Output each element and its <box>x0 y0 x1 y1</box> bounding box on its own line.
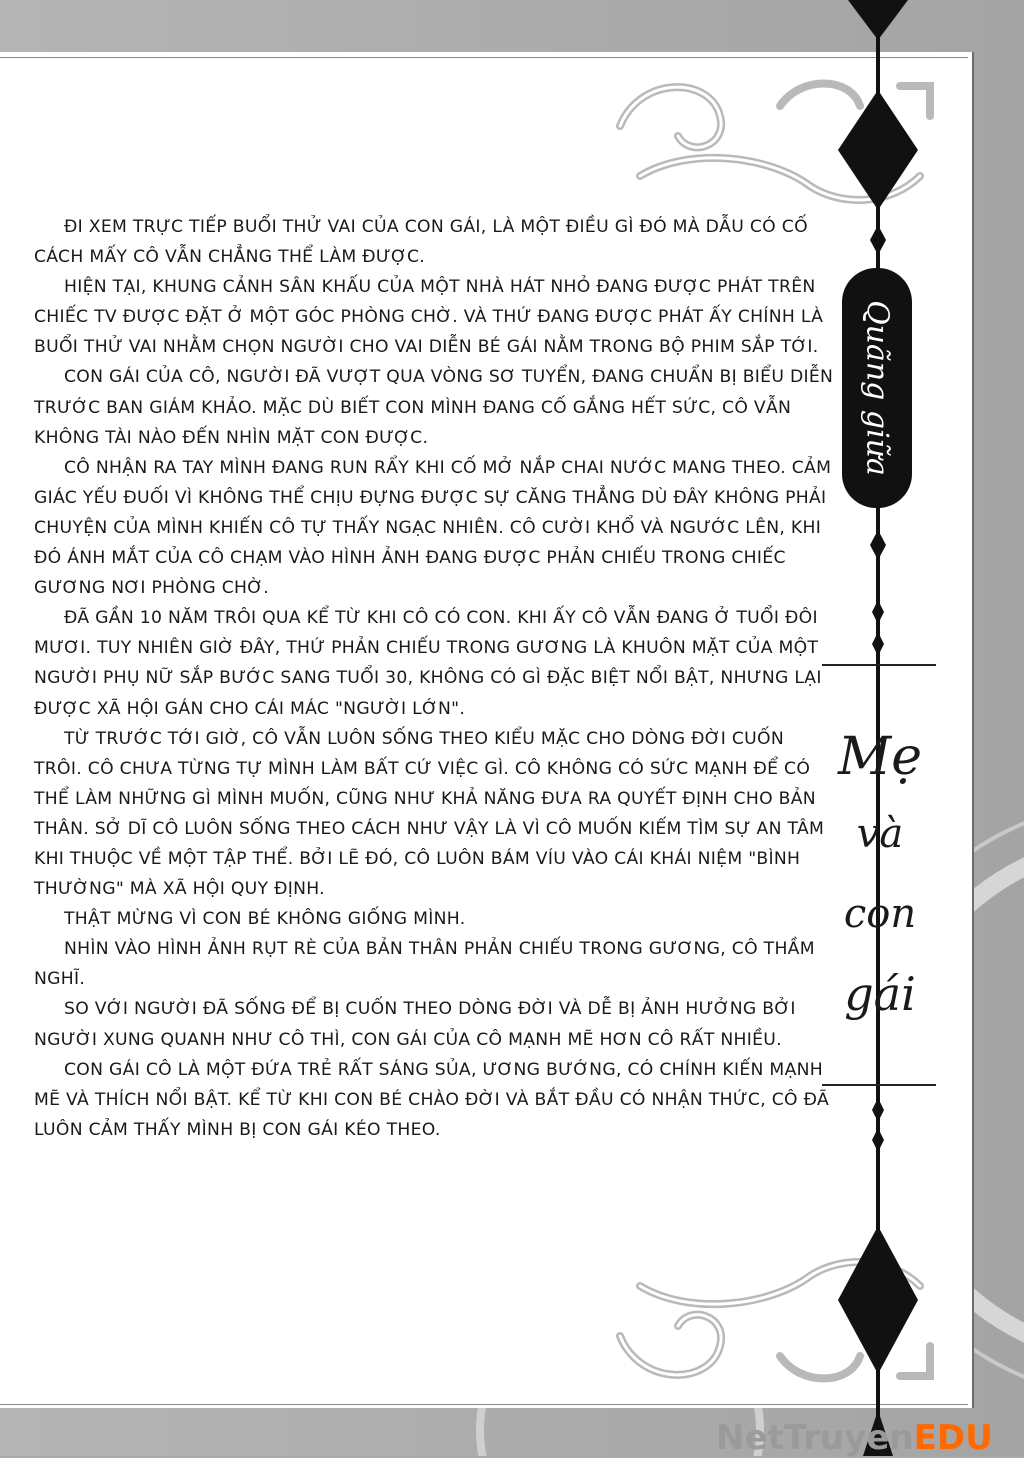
paragraph: CON GÁI CỦA CÔ, NGƯỜI ĐÃ VƯỢT QUA VÒNG SƠ TUYỂN, ĐANG CHUẨN BỊ BIỂU DIỄN TRƯỚC BAN GIÁM KHẢO. MẶC DÙ BIẾT CON MÌNH ĐANG CỐ GẮNG HẾT SỨC, CÔ VẪN KHÔNG TÀI NÀO ĐẾN NHÌN MẶT CON ĐƯỢC. <box>34 367 834 448</box>
paragraph: CÔ NHẬN RA TAY MÌNH ĐANG RUN RẨY KHI CỐ MỞ NẮP CHAI NƯỚC MANG THEO. CẢM GIÁC YẾU ĐUỐI VÌ KHÔNG THỂ CHỊU ĐỰNG ĐƯỢC SỰ CĂNG THẲNG DÙ ĐÂY KHÔNG PHẢI CHUYỆN CỦA MÌNH KHIẾN CÔ TỰ THẤY NGẠC NHIÊN. CÔ CƯỜI KHỔ VÀ NGƯỚC LÊN, KHI ĐÓ ÁNH MẮT CỦA CÔ CHẠM VÀO HÌNH ẢNH ĐANG ĐƯỢC PHẢN CHIẾU TRONG CHIẾC GƯƠNG NƠI PHÒNG CHỜ. <box>34 457 832 599</box>
paragraph: ĐI XEM TRỰC TIẾP BUỔI THỬ VAI CỦA CON GÁI, LÀ MỘT ĐIỀU GÌ ĐÓ MÀ DẪU CÓ CỐ CÁCH MẤY CÔ VẪN CHẲNG THỂ LÀM ĐƯỢC. <box>34 217 808 268</box>
paragraph: TỪ TRƯỚC TỚI GIỜ, CÔ VẪN LUÔN SỐNG THEO KIỂU MẶC CHO DÒNG ĐỜI CUỐN TRÔI. CÔ CHƯA TỪNG TỰ MÌNH LÀM BẤT CỨ VIỆC GÌ. CÔ KHÔNG CÓ SỨC MẠNH ĐỂ CÓ THỂ LÀM NHỮNG GÌ MÌNH MUỐN, CŨNG NHƯ KHẢ NĂNG ĐƯA RA QUYẾT ĐỊNH CHO BẢN THÂN. SỞ DĨ CÔ LUÔN SỐNG THEO CÁCH NHƯ VẬY LÀ VÌ CÔ MUỐN KIẾM TÌM SỰ AN TÂM KHI THUỘC VỀ MỘT TẬP THỂ. BỞI LẼ ĐÓ, CÔ LUÔN BÁM VÍU VÀO CÁI KHÁI NIỆM "BÌNH THƯỜNG" MÀ XÃ HỘI QUY ĐỊNH. <box>34 728 825 900</box>
title-bottom-rule <box>822 1084 936 1086</box>
paragraph: SO VỚI NGƯỜI ĐÃ SỐNG ĐỂ BỊ CUỐN THEO DÒNG ĐỜI VÀ DỄ BỊ ẢNH HƯỞNG BỞI NGƯỜI XUNG QUANH NHƯ CÔ THÌ, CON GÁI CỦA CÔ MẠNH MẼ HƠN CÔ RẤT NHIỀU. <box>34 999 796 1050</box>
watermark-part1: NetTruyen <box>716 1418 914 1458</box>
title-word: Mẹ <box>837 727 923 787</box>
title-word: con <box>843 891 917 937</box>
title-word: và <box>856 811 904 857</box>
paragraph: NHÌN VÀO HÌNH ẢNH RỤT RÈ CỦA BẢN THÂN PHẢN CHIẾU TRONG GƯƠNG, CÔ THẦM NGHĨ. <box>34 939 815 990</box>
section-label <box>842 268 912 508</box>
paragraph: HIỆN TẠI, KHUNG CẢNH SÂN KHẤU CỦA MỘT NHÀ HÁT NHỎ ĐANG ĐƯỢC PHÁT TRÊN CHIẾC TV ĐƯỢC ĐẶT Ở MỘT GÓC PHÒNG CHỜ. VÀ THỨ ĐANG ĐƯỢC PHÁT ẤY CHÍNH LÀ BUỔI THỬ VAI NHẰM CHỌN NGƯỜI CHO VAI DIỄN BÉ GÁI NẰM TRONG BỘ PHIM SẮP TỚI. <box>34 277 824 358</box>
chapter-text <box>34 212 834 1145</box>
watermark-part2: EDU <box>913 1418 993 1458</box>
section-label-text: Quãng giữa <box>859 300 895 476</box>
paragraph: CON GÁI CÔ LÀ MỘT ĐỨA TRẺ RẤT SÁNG SỦA, ƯƠNG BƯỚNG, CÓ CHÍNH KIẾN MẠNH MẼ VÀ THÍCH NỔI BẬT. KỂ TỪ KHI CON BÉ CHÀO ĐỜI VÀ BẮT ĐẦU CÓ NHẬN THỨC, CÔ ĐÃ LUÔN CẢM THẤY MÌNH BỊ CON GÁI KÉO THEO. <box>34 1059 829 1140</box>
title-word: gái <box>844 967 916 1021</box>
site-watermark <box>716 1418 993 1458</box>
title-top-rule <box>822 664 936 666</box>
paragraph: THẬT MỪNG VÌ CON BÉ KHÔNG GIỐNG MÌNH. <box>64 909 466 930</box>
paragraph: ĐÃ GẦN 10 NĂM TRÔI QUA KỂ TỪ KHI CÔ CÓ CON. KHI ẤY CÔ VẪN ĐANG Ở TUỔI ĐÔI MƯƠI. TUY NHIÊN GIỜ ĐÂY, THỨ PHẢN CHIẾU TRONG GƯƠNG LÀ KHUÔN MẶT CỦA MỘT NGƯỜI PHỤ NỮ SẮP BƯỚC SANG TUỔI 30, KHÔNG CÓ GÌ ĐẶC BIỆT NỔI BẬT, NHƯNG LẠI ĐƯỢC XÃ HỘI GÁN CHO CÁI MÁC "NGƯỜI LỚN". <box>34 608 822 719</box>
chapter-title <box>820 720 940 1034</box>
